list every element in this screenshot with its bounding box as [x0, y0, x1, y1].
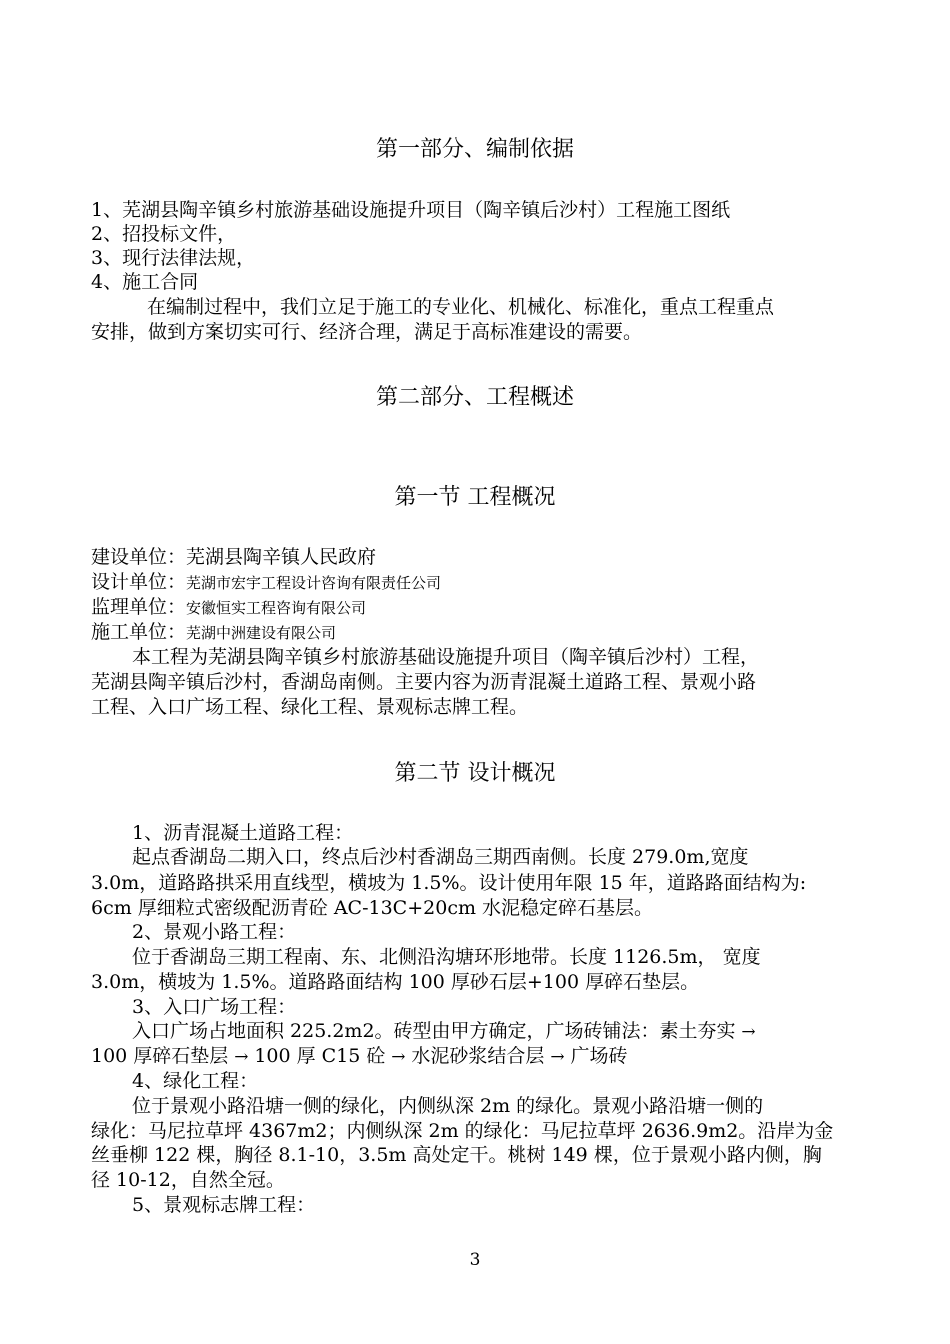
path-heading: 2、景观小路工程：	[132, 921, 297, 943]
overview-line-1: 本工程为芜湖县陶辛镇乡村旅游基础设施提升项目（陶辛镇后沙村）工程，	[132, 646, 760, 668]
path-line-2: 3.0m，横坡为 1.5%。道路路面结构 100 厚砂石层+100 厚碎石垫层。	[91, 971, 700, 993]
designer-value: 芜湖市宏宇工程设计咨询有限责任公司	[186, 574, 442, 592]
basis-item-1: 1、芜湖县陶辛镇乡村旅游基础设施提升项目（陶辛镇后沙村）工程施工图纸	[91, 199, 731, 221]
plaza-step-1: 100 厚碎石垫层	[91, 1045, 229, 1067]
sign-heading: 5、景观标志牌工程：	[132, 1194, 316, 1216]
overview-line-3: 工程、入口广场工程、绿化工程、景观标志牌工程。	[91, 696, 529, 718]
owner-label: 建设单位：	[91, 546, 187, 568]
builder-row	[91, 620, 336, 645]
designer-label: 设计单位：	[91, 571, 187, 593]
designer-row	[91, 570, 441, 595]
section1-title: 第一节 工程概况	[394, 485, 556, 510]
section2-title: 第二节 设计概况	[394, 761, 556, 786]
green-line-2: 绿化：马尼拉草坪 4367m2；内侧纵深 2m 的绿化：马尼拉草坪 2636.9m2。沿岸为金	[91, 1120, 834, 1142]
builder-value: 芜湖中洲建设有限公司	[186, 624, 337, 642]
basis-item-4: 4、施工合同	[91, 271, 199, 293]
plaza-line-1-text: 入口广场占地面积 225.2m2。砖型由甲方确定，广场砖铺法：素土夯实	[132, 1020, 736, 1042]
overview-line-2: 芜湖县陶辛镇后沙村，香湖岛南侧。主要内容为沥青混凝土道路工程、景观小路	[91, 671, 757, 693]
road-line-2: 3.0m，道路路拱采用直线型，横坡为 1.5%。设计使用年限 15 年，道路路面结构为:	[91, 872, 807, 894]
right-arrow-icon: →	[391, 1047, 406, 1067]
green-line-3: 丝垂柳 122 棵，胸径 8.1-10，3.5m 高处定干。桃树 149 棵，位于景观小路内侧，胸	[91, 1144, 822, 1166]
part2-title: 第二部分、工程概述	[375, 385, 574, 410]
builder-label: 施工单位：	[91, 621, 187, 643]
part1-para-line-2: 安排，做到方案切实可行、经济合理，满足于高标准建设的需要。	[91, 321, 643, 343]
plaza-step-4: 广场砖	[570, 1045, 628, 1067]
right-arrow-icon: →	[550, 1047, 565, 1067]
road-line-1: 起点香湖岛二期入口，终点后沙村香湖岛三期西南侧。长度 279.0m,宽度	[132, 846, 749, 868]
part1-title: 第一部分、编制依据	[375, 137, 574, 162]
plaza-step-3: 水泥砂浆结合层	[411, 1045, 545, 1067]
green-line-4: 径 10-12，自然全冠。	[91, 1169, 285, 1191]
plaza-step-2: 100 厚 C15 砼	[254, 1045, 386, 1067]
plaza-steps	[91, 1044, 627, 1069]
plaza-line-1	[132, 1019, 762, 1044]
green-line-1: 位于景观小路沿塘一侧的绿化，内侧纵深 2m 的绿化。景观小路沿塘一侧的	[132, 1095, 764, 1117]
basis-item-3: 3、现行法律法规，	[91, 247, 256, 269]
supervisor-label: 监理单位：	[91, 596, 187, 618]
right-arrow-icon: →	[234, 1047, 249, 1067]
road-line-3: 6cm 厚细粒式密级配沥青砼 AC-13C+20cm 水泥稳定碎石基层。	[91, 897, 654, 919]
right-arrow-icon: →	[741, 1022, 756, 1042]
road-heading: 1、沥青混凝土道路工程：	[132, 822, 354, 844]
plaza-heading: 3、入口广场工程：	[132, 996, 297, 1018]
page-number: 3	[469, 1250, 481, 1270]
part1-para-line-1: 在编制过程中，我们立足于施工的专业化、机械化、标准化，重点工程重点	[147, 296, 775, 318]
owner-value: 芜湖县陶辛镇人民政府	[186, 546, 377, 568]
basis-item-2: 2、招投标文件，	[91, 223, 237, 245]
supervisor-value: 安徽恒实工程咨询有限公司	[186, 599, 367, 617]
owner-row	[91, 545, 376, 569]
supervisor-row	[91, 595, 366, 620]
path-line-1: 位于香湖岛三期工程南、东、北侧沿沟塘环形地带。长度 1126.5m， 宽度	[132, 946, 761, 968]
green-heading: 4、绿化工程：	[132, 1070, 259, 1092]
